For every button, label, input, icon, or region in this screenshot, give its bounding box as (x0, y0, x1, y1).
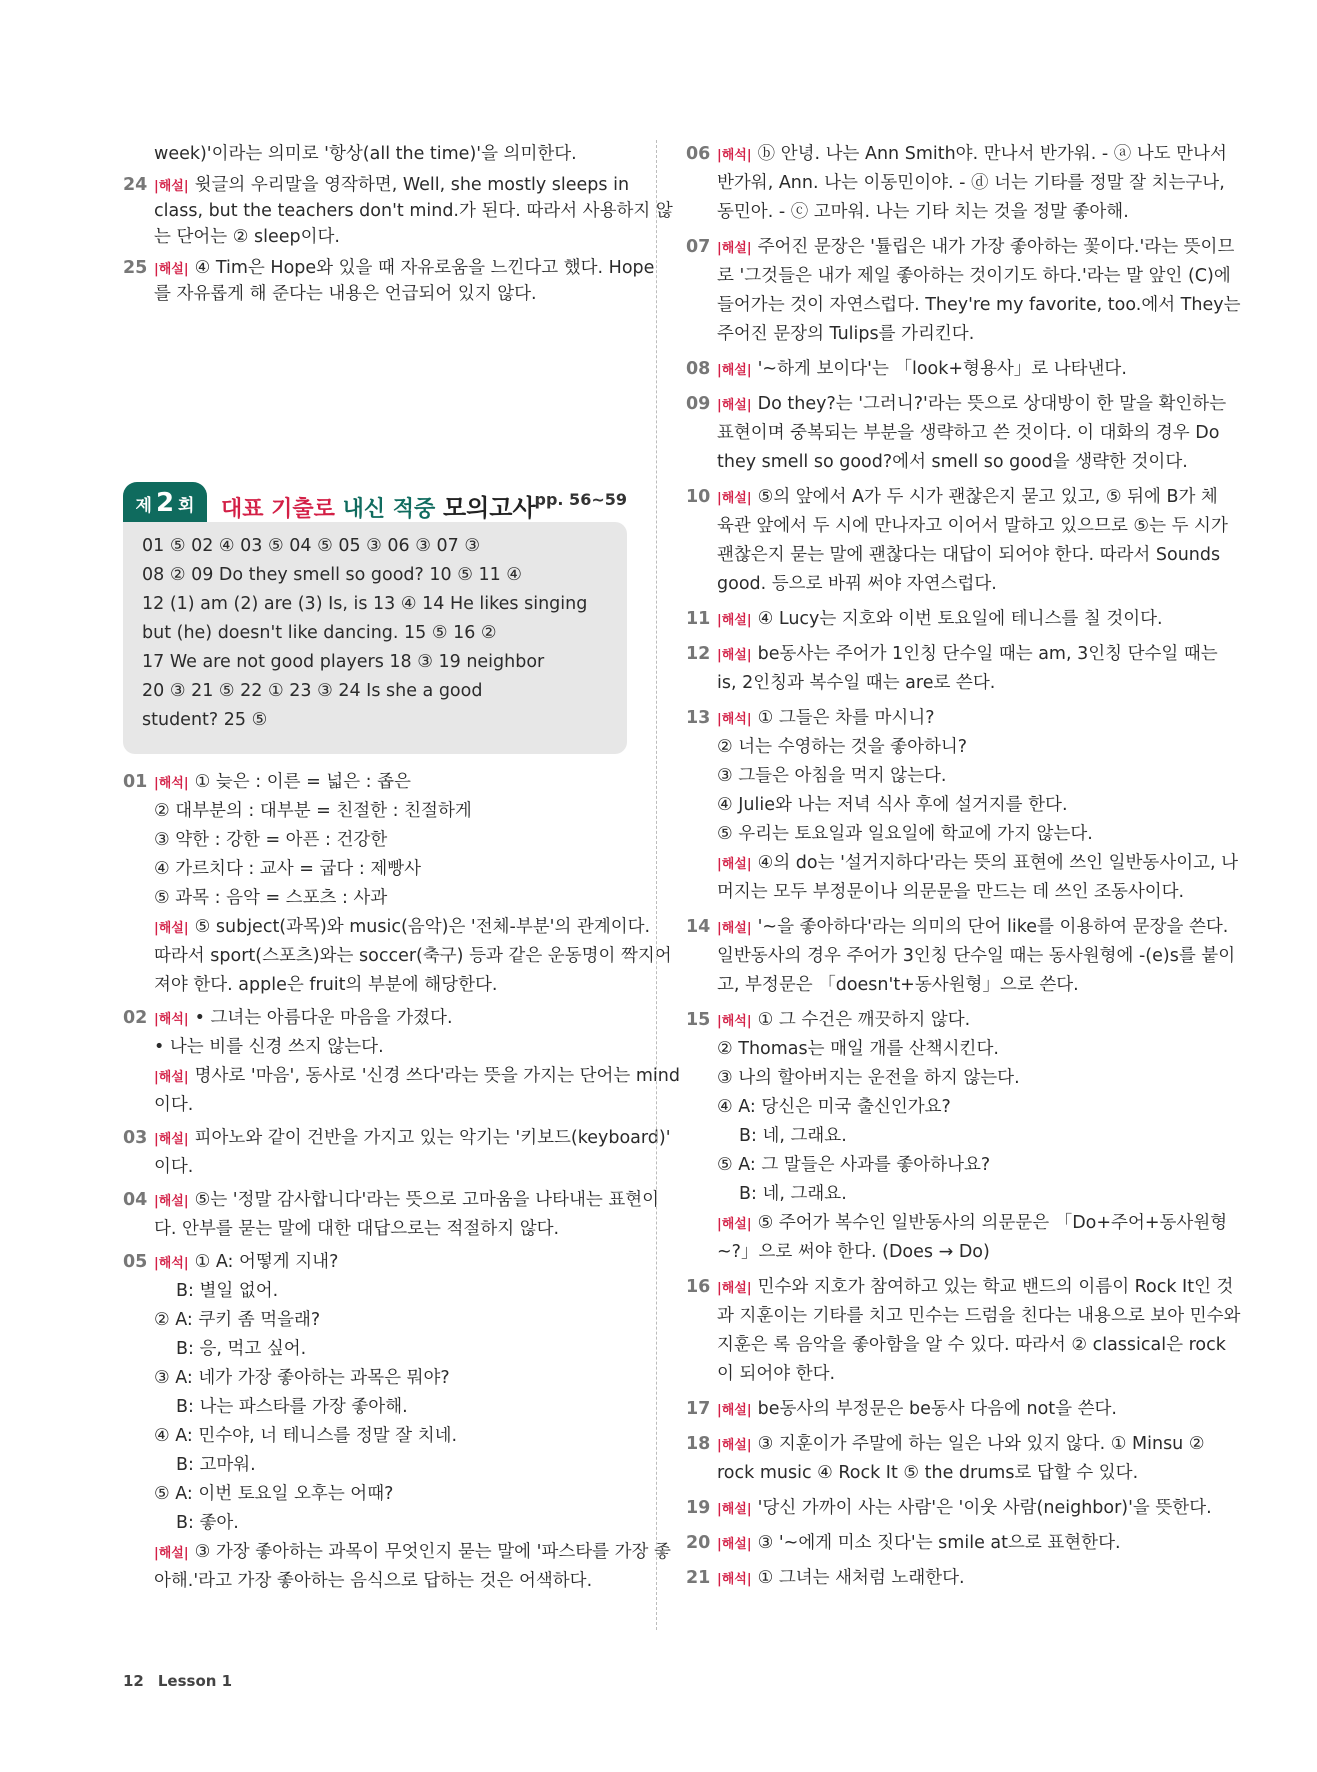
explanation-line: 는 단어는 ② sleep이다. (154, 227, 340, 247)
question-number-19: 19 (686, 1498, 711, 1518)
explanation-line: |해설| ④의 do는 '설거지하다'라는 뜻의 표현에 쓰인 일반동사이고, 나 (717, 853, 1239, 873)
explanation-line: ~?」으로 써야 한다. (Does → Do) (717, 1242, 990, 1262)
question-number-13: 13 (686, 708, 711, 728)
question-number-02: 02 (123, 1008, 148, 1028)
explanation-line: 과 지훈이는 기타를 치고 민수는 드럼을 친다는 내용으로 보아 민수와 (717, 1306, 1241, 1326)
translation-line: 동민아. - ⓒ 고마워. 나는 기타 치는 것을 정말 좋아해. (717, 202, 1129, 222)
answer-key-box (123, 522, 627, 754)
translation-line: |해석| ① 그 수건은 깨끗하지 않다. (717, 1010, 971, 1030)
translation-line: |해석| ① 그들은 차를 마시니? (717, 708, 935, 728)
translation-line: 반가워, Ann. 나는 이동민이야. - ⓓ 너는 기타를 정말 잘 치는구나, (717, 173, 1225, 193)
translation-line: B: 네, 그래요. (739, 1126, 847, 1146)
explanation-line: |해설| Do they?는 '그러니?'라는 뜻으로 상대방이 한 말을 확인하는 (717, 394, 1227, 414)
question-number-25: 25 (123, 258, 148, 278)
explanation-line: 를 자유롭게 해 준다는 내용은 언급되어 있지 않다. (154, 284, 537, 304)
explanation-line: 일반동사의 경우 주어가 3인칭 단수일 때는 동사원형에 -(e)s를 붙이 (717, 946, 1236, 966)
explanation-line: 주어진 문장의 Tulips를 가리킨다. (717, 324, 975, 344)
column-divider (656, 140, 657, 1630)
translation-line: ② Thomas는 매일 개를 산책시킨다. (717, 1039, 999, 1059)
page-footer (123, 1672, 246, 1690)
explanation-line: good. 등으로 바꿔 써야 자연스럽다. (717, 574, 997, 594)
question-number-04: 04 (123, 1190, 148, 1210)
explanation-line: 괜찮은지 묻는 말에 괜찮다는 대답이 되어야 한다. 따라서 Sounds (717, 545, 1221, 565)
explanation-line: |해설| ④ Lucy는 지호와 이번 토요일에 테니스를 칠 것이다. (717, 609, 1163, 629)
explanation-line: |해설| ⑤의 앞에서 A가 두 시가 괜찮은지 묻고 있고, ⑤ 뒤에 B가 체 (717, 487, 1218, 507)
explanation-line: rock music ④ Rock It ⑤ the drums로 답할 수 있다. (717, 1463, 1139, 1483)
question-number-11: 11 (686, 609, 711, 629)
question-number-01: 01 (123, 772, 148, 792)
explanation-line: 지훈은 록 음악을 좋아함을 알 수 있다. 따라서 ② classical은 rock (717, 1335, 1226, 1355)
section-title: 대표 기출로 내신 적중 모의고사 (221, 494, 536, 522)
explanation-line: |해설| ③ '~에게 미소 짓다'는 smile at으로 표현한다. (717, 1533, 1121, 1553)
translation-line: B: 별일 없어. (176, 1281, 279, 1301)
question-number-08: 08 (686, 359, 711, 379)
continuation-line: week)'이라는 의미로 '항상(all the time)'을 의미한다. (154, 144, 577, 164)
section-header (123, 482, 627, 522)
explanation-line: |해설| '~하게 보이다'는 「look+형용사」로 나타낸다. (717, 359, 1127, 379)
answer-key-line: student? 25 ⑤ (142, 710, 268, 730)
answer-key-line: 01 ⑤ 02 ④ 03 ⑤ 04 ⑤ 05 ③ 06 ③ 07 ③ (142, 536, 481, 556)
explanation-line: |해설| ⑤ subject(과목)와 music(음악)은 '전체-부분'의 관계이다. (154, 917, 651, 937)
explanation-line: 고, 부정문은 「doesn't+동사원형」으로 쓴다. (717, 975, 1079, 995)
explanation-tag: |해설| (154, 179, 189, 194)
translation-line: B: 좋아. (176, 1513, 239, 1533)
explanation-line: 이 되어야 한다. (717, 1364, 836, 1384)
explanation-line: they smell so good?에서 smell so good을 생략한 것이다. (717, 452, 1188, 472)
question-number-06: 06 (686, 144, 711, 164)
question-number-07: 07 (686, 237, 711, 257)
explanation-line: |해설| ③ 지훈이가 주말에 하는 일은 나와 있지 않다. ① Minsu ② (717, 1434, 1205, 1454)
explanation-line: 져야 한다. apple은 fruit의 부분에 해당한다. (154, 975, 498, 995)
answer-key-line: 12 (1) am (2) are (3) Is, is 13 ④ 14 He likes singing (142, 594, 588, 614)
answer-key-line: but (he) doesn't like dancing. 15 ⑤ 16 ② (142, 623, 497, 643)
translation-line: ④ 가르치다 : 교사 = 굽다 : 제빵사 (154, 859, 422, 879)
translation-line: ④ A: 민수야, 너 테니스를 정말 잘 치네. (154, 1426, 458, 1446)
question-number-20: 20 (686, 1533, 711, 1553)
translation-line: • 나는 비를 신경 쓰지 않는다. (154, 1037, 384, 1057)
explanation-line: |해설| ③ 가장 좋아하는 과목이 무엇인지 묻는 말에 '파스타를 가장 좋 (154, 1542, 671, 1562)
explanation-line: 이다. (154, 1095, 194, 1115)
explanation-line: 이다. (154, 1157, 194, 1177)
translation-line: ③ 그들은 아침을 먹지 않는다. (717, 766, 947, 786)
translation-line: ③ A: 네가 가장 좋아하는 과목은 뭐야? (154, 1368, 450, 1388)
translation-line: |해석| ⓑ 안녕. 나는 Ann Smith야. 만나서 반가워. - ⓐ 나도 만나서 (717, 144, 1227, 164)
explanation-line: |해설| be동사는 주어가 1인칭 단수일 때는 am, 3인칭 단수일 때는 (717, 644, 1218, 664)
translation-line: ② A: 쿠키 좀 먹을래? (154, 1310, 321, 1330)
translation-line: ② 너는 수영하는 것을 좋아하니? (717, 737, 968, 757)
explanation-tag: |해설| (154, 262, 189, 277)
question-number-14: 14 (686, 917, 711, 937)
question-number-17: 17 (686, 1399, 711, 1419)
explanation-line: |해설| 윗글의 우리말을 영작하면, Well, she mostly sleeps in (154, 175, 630, 195)
translation-line: |해석| • 그녀는 아름다운 마음을 가졌다. (154, 1008, 453, 1028)
explanation-line: 육관 앞에서 두 시에 만나자고 이어서 말하고 있으므로 ⑤는 두 시가 (717, 516, 1228, 536)
question-number-15: 15 (686, 1010, 711, 1030)
explanation-line: |해설| 피아노와 같이 건반을 가지고 있는 악기는 '키보드(keyboard)' (154, 1128, 671, 1148)
translation-line: ⑤ A: 그 말들은 사과를 좋아하나요? (717, 1155, 991, 1175)
page-number: 12 (123, 1672, 144, 1690)
explanation-line: 다. 안부를 묻는 말에 대한 대답으로는 적절하지 않다. (154, 1219, 560, 1239)
question-number-21: 21 (686, 1568, 711, 1588)
explanation-line: |해설| 명사로 '마음', 동사로 '신경 쓰다'라는 뜻을 가지는 단어는 mind (154, 1066, 680, 1086)
explanation-line: is, 2인칭과 복수일 때는 are로 쓴다. (717, 673, 996, 693)
explanation-line: class, but the teachers don't mind.가 된다. 따라서 사용하지 않 (154, 201, 673, 221)
translation-line: B: 고마워. (176, 1455, 256, 1475)
answer-key-line: 20 ③ 21 ⑤ 22 ① 23 ③ 24 Is she a good (142, 681, 483, 701)
explanation-line: 들어가는 것이 자연스럽다. They're my favorite, too.에서 They는 (717, 295, 1241, 315)
question-number-03: 03 (123, 1128, 148, 1148)
answer-key-line: 08 ② 09 Do they smell so good? 10 ⑤ 11 ④ (142, 565, 522, 585)
page-range: pp. 56~59 (534, 490, 627, 509)
question-number-05: 05 (123, 1252, 148, 1272)
translation-line: ④ Julie와 나는 저녁 식사 후에 설거지를 한다. (717, 795, 1068, 815)
question-number-10: 10 (686, 487, 711, 507)
question-number-16: 16 (686, 1277, 711, 1297)
explanation-line: |해설| ⑤ 주어가 복수인 일반동사의 의문문은 「Do+주어+동사원형 (717, 1213, 1228, 1233)
explanation-line: |해설| '당신 가까이 사는 사람'은 '이웃 사람(neighbor)'을 뜻한다. (717, 1498, 1212, 1518)
translation-line: ③ 약한 : 강한 = 아픈 : 건강한 (154, 830, 388, 850)
question-number-24: 24 (123, 175, 148, 195)
explanation-line: |해설| 주어진 문장은 '튤립은 내가 가장 좋아하는 꽃이다.'라는 뜻이므 (717, 237, 1235, 257)
translation-line: ⑤ 우리는 토요일과 일요일에 학교에 가지 않는다. (717, 824, 1093, 844)
explanation-line: |해설| 민수와 지호가 참여하고 있는 학교 밴드의 이름이 Rock It인 것 (717, 1277, 1234, 1297)
explanation-line: 따라서 sport(스포츠)와는 soccer(축구) 등과 같은 운동명이 짝지어 (154, 946, 672, 966)
translation-line: |해석| ① A: 어떻게 지내? (154, 1252, 339, 1272)
explanation-line: |해설| ⑤는 '정말 감사합니다'라는 뜻으로 고마움을 나타내는 표현이 (154, 1190, 660, 1210)
translation-line: ③ 나의 할아버지는 운전을 하지 않는다. (717, 1068, 1020, 1088)
round-badge: 제 2 회 (123, 482, 207, 524)
explanation-line: |해설| be동사의 부정문은 be동사 다음에 not을 쓴다. (717, 1399, 1117, 1419)
explanation-line: |해설| ④ Tim은 Hope와 있을 때 자유로움을 느낀다고 했다. Hope (154, 258, 655, 278)
translation-line: ④ A: 당신은 미국 출신인가요? (717, 1097, 951, 1117)
translation-line: ⑤ A: 이번 토요일 오후는 어때? (154, 1484, 394, 1504)
translation-line: B: 응, 먹고 싶어. (176, 1339, 307, 1359)
translation-line: ② 대부분의 : 대부분 = 친절한 : 친절하게 (154, 801, 472, 821)
lesson-label: Lesson 1 (157, 1672, 233, 1690)
answer-key-line: 17 We are not good players 18 ③ 19 neighbor (142, 652, 545, 672)
question-number-18: 18 (686, 1434, 711, 1454)
question-number-12: 12 (686, 644, 711, 664)
explanation-line: 로 '그것들은 내가 제일 좋아하는 것이기도 하다.'라는 말 앞인 (C)에 (717, 266, 1231, 286)
translation-line: B: 네, 그래요. (739, 1184, 847, 1204)
translation-line: ⑤ 과목 : 음악 = 스포츠 : 사과 (154, 888, 388, 908)
explanation-line: 표현이며 중복되는 부분을 생략하고 쓴 것이다. 이 대화의 경우 Do (717, 423, 1220, 443)
explanation-line: 머지는 모두 부정문이나 의문문을 만드는 데 쓰인 조동사이다. (717, 882, 1185, 902)
explanation-line: |해설| '~을 좋아하다'라는 의미의 단어 like를 이용하여 문장을 쓴다. (717, 917, 1229, 937)
translation-line: |해석| ① 그녀는 새처럼 노래한다. (717, 1568, 965, 1588)
translation-line: B: 나는 파스타를 가장 좋아해. (176, 1397, 408, 1417)
translation-line: |해석| ① 늦은 : 이른 = 넓은 : 좁은 (154, 772, 411, 792)
question-number-09: 09 (686, 394, 711, 414)
explanation-line: 아해.'라고 가장 좋아하는 음식으로 답하는 것은 어색하다. (154, 1571, 593, 1591)
